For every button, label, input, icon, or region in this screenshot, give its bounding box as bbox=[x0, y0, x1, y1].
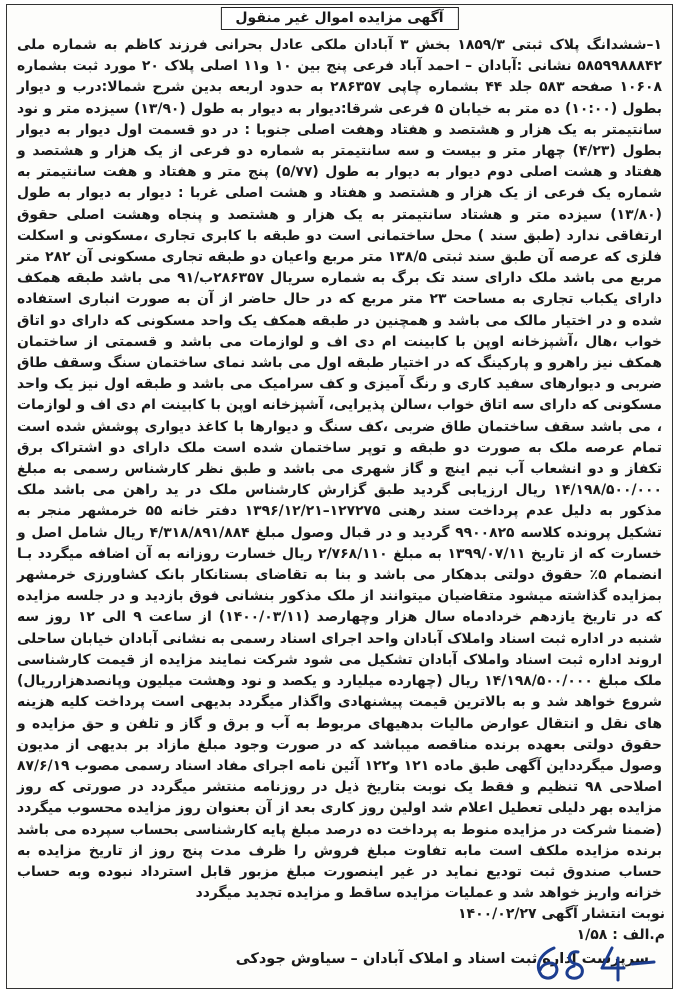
signatory: سرپرست اداره ثبت اسناد و املاک آبادان – سیاوش جودکی bbox=[235, 951, 649, 967]
publish-date: نوبت انتشار آگهی ۱۴۰۰/۰۲/۲۷ bbox=[457, 906, 665, 922]
notice-title: آگهی مزایده اموال غیر منقول bbox=[220, 7, 458, 30]
reference-number: م.الف : ۱/۵۸ bbox=[576, 927, 665, 943]
notice-card bbox=[6, 4, 673, 989]
notice-body: ۱–ششدانگ پلاک ثبتی ۱۸۵۹/۳ بخش ۳ آبادان ملکی عادل بحرانی فرزند کاظم به شماره ملی ۵۸۵۹۹۸۸۸۴۲ نشانی :آبادان – احمد آباد فرعی پنج بین ۱۰ و۱۱ اصلی پلاک ۲۰ مورد ثبت بشماره ۱۰۶۰۸ صفحه ۵۸۳ جلد ۴۴ بشماره چاپی ۲۸۶۳۵۷ به حدود اربعه بدین شرح شمالا:درب و دیوار بطول (۱۰:۰۰) ده متر به خیابان ۵ فرعی شرقا:دیوار به دیوار به طول (۱۳/۹۰) سیزده متر و نود سانتیمتر به یک هزار و هشتصد و هفتاد وهفت اصلی جنوبا : در دو قسمت اول دیوار به دیوار بطول (۴/۲۳) چهار متر و بیست و سه سانتیمتر به شماره دو فرعی از یک هزار و هشتصد و هفتاد و هشت اصلی دوم دیوار به دیوار به طول (۵/۷۷) پنج متر و هفتاد و هفت سانتیمتر به شماره یک فرعی از یک هزار و هشتصد و هفتاد و هشت اصلی غربا : دیوار به دیوار به طول (۱۳/۸۰) سیزده متر و هشتاد سانتیمتر به یک هزار و هشتصد و پنجاه وهشت اصلی حقوق ارتفاقی ندارد (طبق سند ) محل ساختمانی است دو طبقه با کابری تجاری ،مسکونی و اسکلت فلزی که عرصه آن طبق سند ثبتی ۱۳۸/۵ متر مربع واعیان دو طبقه تجاری مسکونی آن ۲۸۲ متر مربع می باشد ملک دارای سند تک برگ به شماره سریال ۲۸۶۳۵۷ب/۹۱ می باشد طبقه همکف دارای یکباب تجاری به مساحت ۲۳ متر مربع که در حال حاضر از آن به صورت انباری استفاده شده و در اختیار مالک می باشد و همچنین در طبقه همکف یک واحد مسکونی که دارای دو اتاق خواب ،هال ،آشپزخانه اوپن با کابینت ام دی اف و لوازمات می باشد و قسمتی از ساختمان همکف نیز راهرو و پارکینگ که در اختیار طبقه اول می باشد نمای ساختمان سنگ وسقف طاق ضربی و دیوارهای سفید کاری و رنگ آمیزی و کف سرامیک می باشد و طبقه اول نیز یک واحد مسکونی که دارای سه اتاق خواب ،سالن پذیرایی، آشپزخانه اوپن با کابینت ام دی اف و لوازمات ، می باشد سقف ساختمان طاق ضربی ،کف سنگ و دیوارها با کاغذ دیواری پوشش شده است تمام عرصه ملک به صورت دو طبقه و توپر ساختمان شده است ملک دارای دو اشتراک برق تکفاز و دو انشعاب آب نیم اینچ و گاز شهری می باشد و طبق نظر کارشناس رسمی به مبلغ ۱۴/۱۹۸/۵۰۰/۰۰۰ ریال ارزیابی گردید طبق گزارش کارشناس ملک در ید راهن می باشد ملک مذکور به دلیل عدم پرداخت سند رهنی ۱۲۷۲۷۵–۱۳۹۶/۱۲/۲۱ دفتر خانه ۵۵ خرمشهر منجر به تشکیل پرونده کلاسه ۹۹۰۰۸۲۵ گردید و در قبال وصول مبلغ ۴/۳۱۸/۸۹۱/۸۸۴ ریال شامل اصل و خسارت که از تاریخ ۱۳۹۹/۰۷/۱۱ به مبلغ ۲/۷۶۸/۱۱۰ ریال خسارت روزانه به آن اضافه میگردد بـا انضمام ۵٪ حقوق دولتی بدهکار می باشد و بنا به تقاضای بستانکار بانک کشاورزی خرمشهر بمزایده گذاشته میشود متقاضیان میتوانند از ملک مذکور بنشانی فوق بازدید و در جلسه مزایده که در تاریخ یازدهم خردادماه سال هزار وچهارصد (۱۴۰۰/۰۳/۱۱) از ساعت ۹ الی ۱۲ روز سه شنبه در اداره ثبت اسناد واملاک آبادان واحد اجرای اسناد رسمی به نشانی آبادان خیابان ساحلی اروند اداره ثبت اسناد واملاک آبادان تشکیل می شود شرکت نمایند مزایده از قیمت کارشناسی ملک مبلغ ۱۴/۱۹۸/۵۰۰/۰۰۰ ریال (چهارده میلیارد و یکصد و نود وهشت میلیون وپانصدهزارریال) شروع خواهد شد و به بالاترین قیمت پیشنهادی واگذار میگردد بدیهی است پرداخت کلیه هزینه های نقل و انتقال عوارض مالیات بدهیهای مربوط به آب و برق و گاز و تلفن و حق مزایده و حقوق دولتی بعهده برنده مناقصه میباشد که در صورت وجود مبلغ مازاد بر بدیهی از مدیون وصول میگردداین آگهی طبق ماده ۱۲۱ و۱۲۲ آئین نامه اجرای مفاد اسناد رسمی مصوب ۸۷/۶/۱۹ اصلاحی ۹۸ تنظیم و فقط یک نوبت بتاریخ ذیل در روزنامه منتشر میگردد در صورتی که روز مزایده بهر دلیلی تعطیل اعلام شد اولین روز کاری بعد از آن بعنوان روز مزایده محسوب میگردد (ضمنا شرکت در مزایده منوط به پرداخت ده درصد مبلغ پایه کارشناسی بحساب سپرده می باشد برنده مزایده ملکف است مابه تفاوت مبلغ فروش را ظرف مدت پنج روز از تاریخ مزایده به حساب صندوق ثبت تودیع نماید در غیر اینصورت مبلغ مزبور قابل استرداد نبوده وبه حساب خزانه واریز خواهد شد و عملیات مزایده ساقط و مزایده تجدید میگردد bbox=[17, 37, 663, 902]
handwritten-number-icon bbox=[520, 940, 660, 984]
